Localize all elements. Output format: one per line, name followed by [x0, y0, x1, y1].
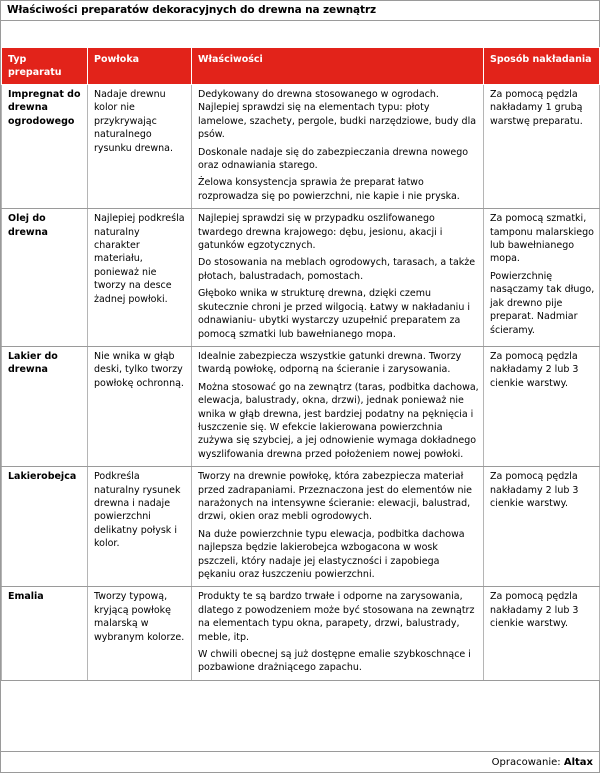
- table-row: [2, 209, 600, 347]
- cell-coating: Najlepiej podkreśla naturalny charakter materiału, ponieważ nie tworzy na desce żadnej powłoki.: [88, 209, 192, 347]
- footer-credit: [492, 757, 593, 768]
- property-paragraph: Najlepiej sprawdzi się w przypadku oszlifowanego twardego drewna krajowego: dębu, jesionu, akacji i gatunków egzotycznych.: [198, 213, 443, 252]
- cell-type: Lakier do drewna: [2, 346, 88, 466]
- header-application: Sposób nakładania: [484, 48, 600, 85]
- header-coating: Powłoka: [88, 48, 192, 85]
- property-paragraph: Idealnie zabezpiecza wszystkie gatunki drewna. Tworzy twardą powłokę, odporną na ścieranie i zarysowania.: [198, 350, 462, 376]
- cell-type: Emalia: [2, 587, 88, 680]
- title-divider: [1, 20, 599, 21]
- cell-properties: [192, 209, 484, 347]
- table-row: [2, 346, 600, 466]
- property-paragraph: Produkty te są bardzo trwałe i odporne na zarysowania, dlatego z powodzeniem może być stosowana na zewnątrz na elementach typu okna, parapety, drzwi, balustrady, meble, itp.: [198, 591, 475, 643]
- cell-application: [484, 467, 600, 587]
- cell-coating: Podkreśla naturalny rysunek drewna i nadaje powierzchni delikatny połysk i kolor.: [88, 467, 192, 587]
- property-paragraph: Głęboko wnika w strukturę drewna, dzięki czemu skutecznie chroni je przed wilgocią. Łatwy w nakładaniu i odnawianiu- ubytki wystarczy uzupełnić preparatem za pomocą szmatki lub bawełnianego mopa.: [198, 288, 470, 340]
- footer-source: Altax: [563, 757, 593, 768]
- table-header-row: [2, 48, 600, 85]
- application-paragraph: Za pomocą pędzla nakładamy 2 lub 3 cienkie warstwy.: [490, 591, 579, 630]
- cell-properties: [192, 587, 484, 680]
- property-paragraph: Tworzy na drewnie powłokę, która zabezpiecza materiał przed zadrapaniami. Przeznaczona jest do elementów nie narażonych na intensywne ścieranie: elewacji, balustrad, drzwi, okien oraz mebli ogrodowych.: [198, 471, 472, 523]
- property-paragraph: Żelowa konsystencja sprawia że preparat łatwo rozprowadza się po powierzchni, nie kapie i nie pryska.: [198, 177, 460, 202]
- properties-table: [1, 47, 600, 681]
- cell-properties: [192, 346, 484, 466]
- cell-type: Lakierobejca: [2, 467, 88, 587]
- footer-label: Opracowanie:: [491, 757, 564, 768]
- header-type: Typ preparatu: [2, 48, 88, 85]
- header-properties: Właściwości: [192, 48, 484, 85]
- application-paragraph: Za pomocą pędzla nakładamy 2 lub 3 cienkie warstwy.: [490, 471, 579, 509]
- cell-application: [484, 85, 600, 209]
- document-title: Właściwości preparatów dekoracyjnych do drewna na zewnątrz: [7, 4, 377, 16]
- footer-divider: [1, 751, 599, 752]
- property-paragraph: Można stosować go na zewnątrz (taras, podbitka dachowa, elewacja, balustrady, okna, drzwi), jednak ponieważ nie wnika w głąb drewna, jest bardziej podatny na pęknięcia i łuszczenie się. W efekcie lakierowana powierzchnia zużywa się szybciej, a jej odnowienie wymaga dokładnego wyszlifowania drewna przed położeniem nowej powłoki.: [198, 381, 479, 460]
- cell-coating: Tworzy typową, kryjącą powłokę malarską w wybranym kolorze.: [88, 587, 192, 680]
- property-paragraph: Na duże powierzchnie typu elewacja, podbitka dachowa najlepsza będzie lakierobejca wzbogacona w wosk pszczeli, który nadaje jej elastyczności i zapobiega pękaniu oraz łuszczeniu powierzchni.: [198, 528, 465, 580]
- table-row: [2, 467, 600, 587]
- cell-application: [484, 209, 600, 347]
- property-paragraph: W chwili obecnej są już dostępne emalie szybkoschnące i pozbawione drażniącego zapachu.: [198, 649, 471, 674]
- property-paragraph: Doskonale nadaje się do zabezpieczania drewna nowego oraz odnawiania starego.: [198, 146, 469, 172]
- cell-application: [484, 346, 600, 466]
- cell-properties: [192, 467, 484, 587]
- table-row: [2, 85, 600, 209]
- table-row: [2, 587, 600, 680]
- cell-type: Olej do drewna: [2, 209, 88, 347]
- table-body: [2, 85, 600, 681]
- application-paragraph: Za pomocą szmatki, tamponu malarskiego lub bawełnianego mopa.: [490, 213, 594, 265]
- application-paragraph: Za pomocą pędzla nakładamy 1 grubą warstwę preparatu.: [490, 89, 583, 127]
- application-paragraph: Powierzchnię nasączamy tak długo, jak drewno pije preparat. Nadmiar ścieramy.: [490, 270, 595, 336]
- cell-type: Impregnat do drewna ogrodowego: [2, 85, 88, 209]
- application-paragraph: Za pomocą pędzla nakładamy 2 lub 3 cienkie warstwy.: [490, 350, 579, 389]
- property-paragraph: Do stosowania na meblach ogrodowych, tarasach, a także płotach, balustradach, pomostach.: [198, 257, 476, 282]
- cell-application: [484, 587, 600, 680]
- cell-properties: [192, 85, 484, 209]
- cell-coating: Nadaje drewnu kolor nie przykrywając naturalnego rysunku drewna.: [88, 85, 192, 209]
- property-paragraph: Dedykowany do drewna stosowanego w ogrodach. Najlepiej sprawdzi się na elementach typu: płoty lamelowe, szachety, pergole, budki narzędziowe, budy dla psów.: [198, 89, 477, 141]
- cell-coating: Nie wnika w głąb deski, tylko tworzy powłokę ochronną.: [88, 346, 192, 466]
